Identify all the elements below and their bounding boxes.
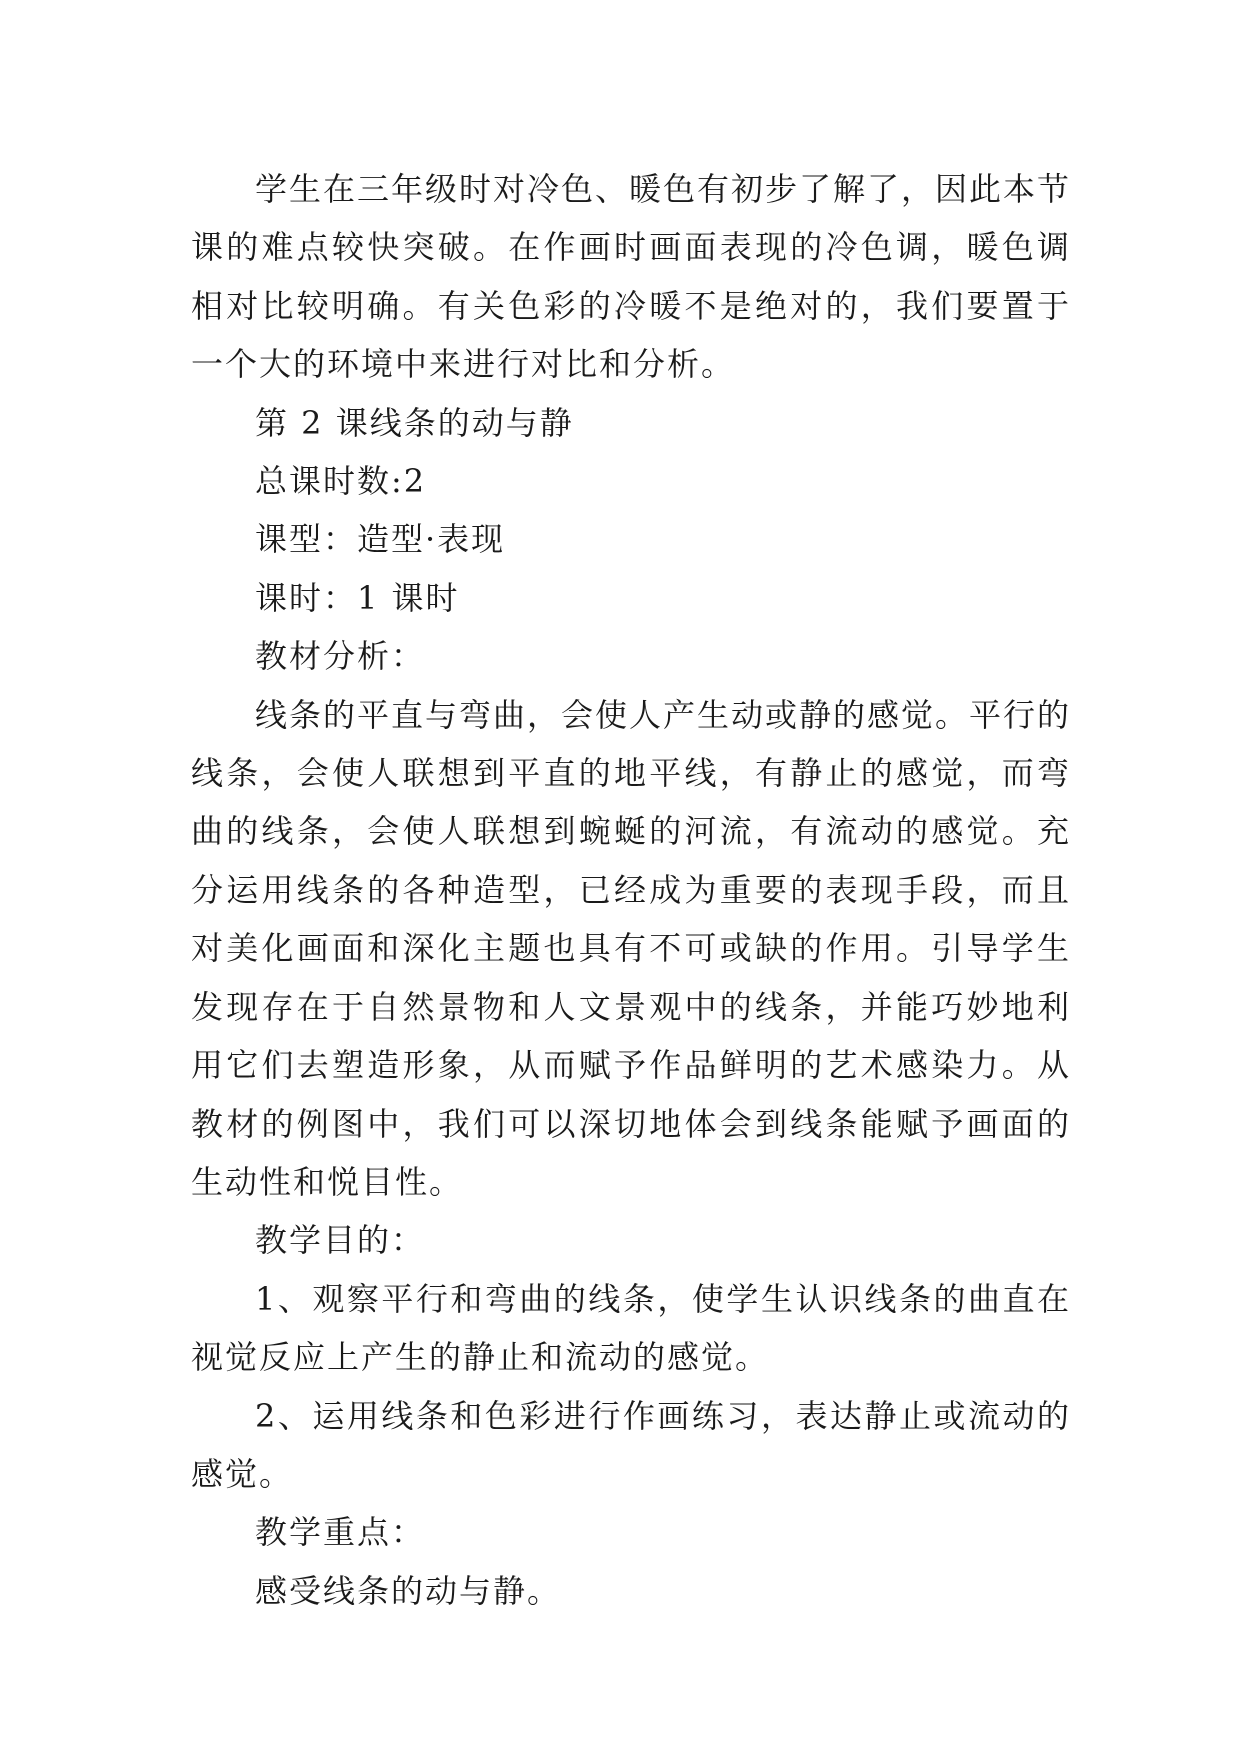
heading-teaching-focus: 教学重点：	[255, 1513, 426, 1552]
goal-1: 1、观察平行和弯曲的线条，使学生认识线条的曲直在视觉反应上产生的静止和流动的感觉。	[191, 1279, 1071, 1377]
teaching-focus-text: 感受线条的动与静。	[255, 1571, 562, 1610]
goal-2: 2、运用线条和色彩进行作画练习，表达静止或流动的感觉。	[191, 1396, 1071, 1493]
heading-teaching-goals: 教学目的：	[255, 1221, 426, 1260]
total-hours: 总课时数:2	[255, 462, 427, 501]
document-page	[191, 160, 1071, 1620]
paragraph-color-analysis: 学生在三年级时对冷色、暖色有初步了解了，因此本节课的难点较快突破。在作画时画面表现的冷色调，暖色调相对比较明确。有关色彩的冷暖不是绝对的，我们要置于一个大的环境中来进行对比和分析。	[191, 170, 1072, 384]
paragraph-material-analysis: 线条的平直与弯曲，会使人产生动或静的感觉。平行的线条，会使人联想到平直的地平线，有静止的感觉，而弯曲的线条，会使人联想到蜿蜒的河流，有流动的感觉。充分运用线条的各种造型，已经成为重要的表现手段，而且对美化画面和深化主题也具有不可或缺的作用。引导学生发现存在于自然景物和人文景观中的线条，并能巧妙地利用它们去塑造形象，从而赋予作品鲜明的艺术感染力。从教材的例图中，我们可以深切地体会到线条能赋予画面的生动性和悦目性。	[191, 695, 1072, 1201]
lesson-type: 课型：造型·表现	[255, 520, 506, 559]
lesson-hours: 课时：1 课时	[255, 578, 460, 617]
heading-material-analysis: 教材分析：	[255, 637, 426, 676]
lesson-title: 第 2 课线条的动与静	[255, 403, 574, 442]
